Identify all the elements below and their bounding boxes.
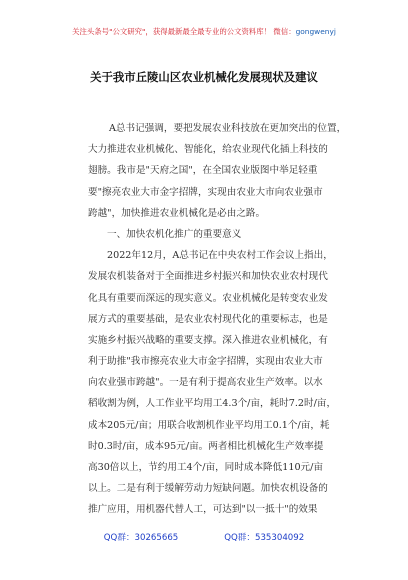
header-banner [0,27,408,36]
body-line: 利于助推"我市擦亮农业大市金字招牌，实现由农业大市 [88,356,323,368]
section-heading: 一、加快农机化推广的重要意义 [107,228,242,240]
document-body [88,118,346,521]
qq-group-1: QQ群：30265665 [103,533,179,543]
body-line: 推广应用，用机器代替人工，可达到"以一抵十"的效果 [88,504,318,516]
body-line: 大力推进农业机械化、智能化，给农业现代化插上科技的 [88,144,328,156]
body-line: 以上。二是有利于缓解劳动力短缺问题。加快农机设备的 [88,483,328,495]
document-title: 关于我市丘陵山区农业机械化发展现状及建议 [90,70,318,84]
body-line: 时0.3时/亩，成本95元/亩。两者相比机械化生产效率提 [88,440,324,452]
body-line: 实施乡村振兴战略的重要支撑。深入推进农业机械化，有 [88,334,328,346]
body-line: 化具有重要而深远的现实意义。农业机械化是转变农业发 [88,292,328,304]
body-line: 2022年12月，A总书记在中央农村工作会议上指出， [107,250,333,262]
footer-contacts [0,533,408,544]
body-line: 翅膀。我市是"天府之国"，在全国农业版图中举足轻重 [88,165,318,177]
body-line: 跨越"，加快推进农业机械化是必由之路。 [88,207,266,219]
qq-group-2: QQ群：535304092 [224,533,305,543]
banner-text: 关注头条号"公文研究"，获得最新最全最专业的公文资料库！ 微信： [72,27,296,36]
body-line: 稻收割为例，人工作业平均用工4.3个/亩，耗时7.2时/亩， [88,398,337,410]
body-line: 发展农机装备对于全面推进乡村振兴和加快农业农村现代 [88,271,328,283]
body-line: 向农业强市跨越"。一是有利于提高农业生产效率。以水 [88,377,323,389]
body-line: A总书记强调，要把发展农业科技放在更加突出的位置， [109,123,346,134]
body-line: 成本205元/亩；用联合收割机作业平均用工0.1个/亩，耗 [88,419,330,431]
banner-wechat-id: gongwenyj [295,27,336,36]
body-line: 高30倍以上，节约用工4个/亩，同时成本降低110元/亩 [88,462,323,473]
body-line: 展方式的重要基础，是农业农村现代化的重要标志，也是 [88,313,328,325]
body-line: 要"擦亮农业大市金字招牌，实现由农业大市向农业强市 [88,186,323,198]
